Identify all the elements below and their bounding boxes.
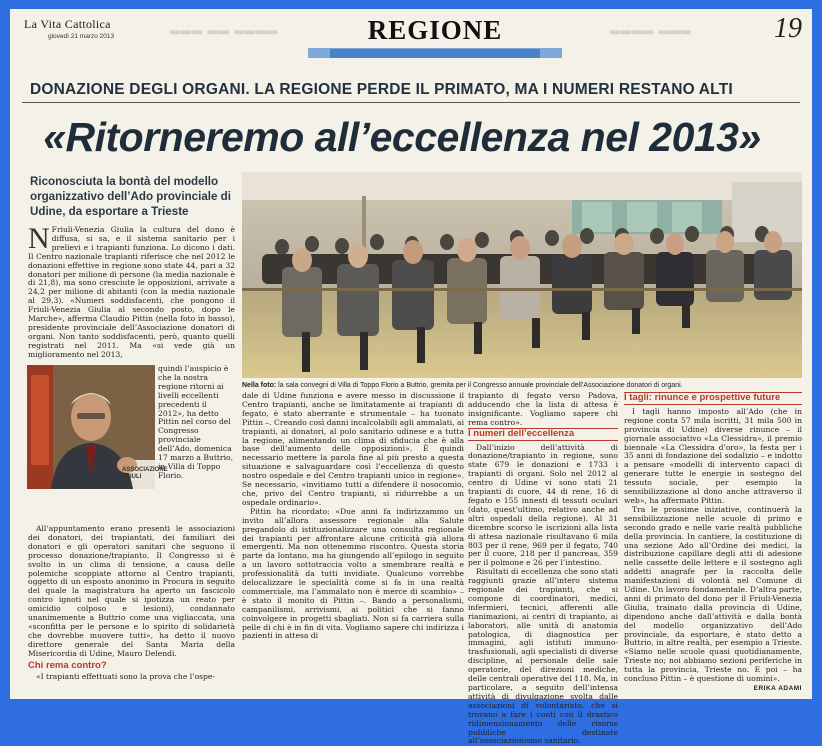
article-column-1-wrap bbox=[158, 365, 235, 523]
newspaper-page bbox=[10, 9, 812, 746]
article-column-3 bbox=[468, 391, 618, 746]
newspaper-masthead: La Vita Cattolica bbox=[24, 17, 111, 31]
paragraph: All’appuntamento erano presenti le associazioni dei donatori, dei trapiantati, dei familiari dei donatori e gli operatori sanitari che seguono il processo donazione/trapianto. Il Congresso si è svolto in un clima di tensione, a causa delle polemiche scoppiate attorno al Centro trapianti, oggetto di un esposto anonimo in Procura in seguito del quale la magistratura ha aperto un fascicolo contro ignoti nel quale si ipotizza un reato per omicidio colposo e lesioni), condannato unanimemente a Buttrio come una vigliaccata, una «sconfitta per le persone e lo spirito di solidarietà che dovrebbe muovere tutti», ha detto il nuovo direttore generale del Santa Maria della Misericordia di Udine, Mauro Delendi. bbox=[28, 524, 235, 658]
paragraph: quindi l’auspicio è che la nostra regione ritorni ai livelli eccellenti precedenti il 2012», ha detto Pittin nel corso del Congresso provinciale dell’Ado, domenica 17 marzo a Buttrio, in Villa di Toppo Florio. bbox=[158, 364, 233, 480]
paragraph: Tra le prossime iniziative, continuerà la sensibilizzazione nelle scuole di primo e secondo grado e nelle varie realtà pubbliche della provincia. In cantiere, la costituzione di una sezione Ado all’Ordine dei medici, la distribuzione capillare degli atti di adesione nelle cassette delle lettere e il sostegno agli addetti anagrafe per la raccolta delle manifestazioni di volontà nel Comune di Udine. Un lavoro fondamentale. D’altra parte, anni di primato del dono per il Friuli-Venezia Giulia, trainato dalla provincia di Udine, dipendono anche dall’attività e dalla bontà del modello organizzativo dell’Ado provinciale, da esportare, è stato detto a Buttrio, in altre realtà, per esempio a Trieste. «Siamo nelle scuole quasi quotidianamente, Trieste no; noi abbiamo sezioni periferiche in tutta la provincia, Trieste no. E poi – ha concluso Pittin – è questione di uomini». bbox=[624, 504, 802, 684]
paragraph: Dall’inizio dell’attività di donazione/trapianto in regione, sono state 679 le donazioni e 1733 i trapianti di organi. Solo nel 2012 al centro di Udine vi sono stati 21 trapianti di cuore, 44 di rene, 16 di fegato e 155 innesti di tessuti oculari (dato, quest’ultimo, relativo anche ad altri ospedali della regione). Al 31 dicembre scorso le iscrizioni alla lista di attesa nazionale risultavano 6 mila 803 per il rene, 969 per il fegato, 740 per il cuore, 218 per il pancreas, 359 per il polmone e 26 per l’intestino. bbox=[468, 442, 618, 568]
paragraph: «I trapianti effettuati sono la prova che l’ospe- bbox=[36, 671, 215, 681]
paragraph: Risultati di eccellenza che sono stati raggiunti grazie all’intero sistema regionale dei trapianti, che si compone di coordinatori, medici, infermieri, tecnici, afferenti alle rianimazioni, ai centri di trapianto, ai laboratori, alle unità di anatomia patologica, di diagnostica per immagini, agli istituti immuno-trasfusionali, agli specialisti di diverse discipline, al personale delle sale operatorie, del direzioni mediche, delle centrali operative del 118. Ma, in particolare, a seguito dell’intensa attività di divulgazione svolta dalle associazioni di volontariato, che si trovano a fare i conti con il drastico ridimensionamento delle risorse pubbliche destinate all’associazionismo sanitario. bbox=[468, 567, 618, 746]
portrait-banner: ASSOCIAZIONE FRIULI bbox=[122, 467, 168, 480]
article-column-1 bbox=[28, 222, 235, 364]
photo-caption bbox=[242, 382, 802, 389]
paragraph: Pittin ha ricordato: «Due anni fa indirizzammo un invito all’allora assessore regionale alla Salute pregandolo di istituzionalizzare una consulta regionale dei trapianti per affrontare alcune criticità già allora emergenti. Ma non ottenemmo riscontro. Questa storia parte da lontano, ma ha giungendo all’epilogo in seguito a un lavoro sottotraccia volto a smembrare realtà e professionalità da tutti invidiate. Qualcuno vorrebbe delocalizzare le specialità come si fa in una realtà commerciale, ma l’ammalato non è merce di scambio» – è stato il monito di Pittin –. Bando a personalismi, campanilismi, arrivismi, ai politici che si fanno coinvolgere in progetti sbagliati. Non si fa carriera sulla pelle di chi è in fin di vita. Vogliamo sapere chi indirizza i pazienti in attesa di bbox=[242, 506, 464, 641]
page-number: 19 bbox=[774, 13, 802, 44]
congress-hall-photo bbox=[242, 172, 802, 378]
audience-illustration bbox=[242, 172, 802, 378]
caption-label: Nella foto: bbox=[242, 382, 277, 389]
issue-date: giovedì 21 marzo 2013 bbox=[48, 33, 115, 40]
divider bbox=[22, 102, 800, 103]
paragraph: I tagli hanno imposto all’Ado (che in regione conta 57 mila iscritti, 31 mila 500 in provincia di Udine) diverse rinunce – il giornale associativo «La Clessidra», il premio biennale «La Clessidra d’oro», la festa per i 35 anni di fondazione del sodalizio – e indotto a pensare «modelli di intervento capaci di generare tutte le energie in sostegno del tessuto sociale, per esempio la sensibilizzazione al dono anche attraverso il web», ha affermato Pittin. bbox=[624, 406, 802, 505]
author-byline: ERIKA ADAMI bbox=[753, 685, 802, 692]
paragraph: trapianto di fegato verso Padova, adducendo che la lista di attesa è insignificante. Vogliamo sapere chi rema contro». bbox=[468, 391, 618, 427]
drop-cap: N bbox=[28, 222, 50, 255]
section-bar bbox=[308, 48, 562, 58]
subhead-numeri-eccellenza: I numeri dell’eccellenza bbox=[468, 428, 618, 441]
subhead-chi-rema-contro: Chi rema contro? bbox=[28, 659, 107, 671]
article-headline: «Ritorneremo all’eccellenza nel 2013» bbox=[43, 114, 761, 160]
article-kicker: DONAZIONE DEGLI ORGANI. LA REGIONE PERDE IL PRIMATO, MA I NUMERI RESTANO ALTI bbox=[30, 81, 733, 98]
article-column-1-bottom bbox=[28, 525, 235, 695]
article-deck: Riconosciuta la bontà del modello organizzativo dell’Ado provinciale di Udine, da esportare a Trieste bbox=[30, 175, 231, 218]
paragraph: dale di Udine funziona e avere messo in discussione il Centro trapianti, anche se limitatamente ai trapianti di fegato, è stato aberrante e strumentale – ha tuonato Pittin –. Creando così danni incalcolabili agli ammalati, ai trapianti, ai donatori, al polo sanitario udinese e a tutta la regione, alimentando un clima di sfiducia che è alla base dell’aumento delle opposizioni». È quindi necessario mettere la parola fine al più presto a questa situazione e salvaguardare così l’eccellenza di questo nostro ospedale e del Centro trapianti unico in regione». Se necessario, «invitiamo tutti a difendere il nosocomio, che, privo del Centro trapianti, si ridurrebbe a un ospedale ordinario». bbox=[242, 391, 464, 507]
article-column-4 bbox=[624, 392, 802, 695]
claudio-pittin-portrait bbox=[27, 365, 168, 489]
bleed-through-text: ▂▂▂▂ ▂▂▂ bbox=[610, 19, 692, 34]
paragraph: Friuli-Venezia Giulia la cultura del dono è diffusa, si sa, e il sistema sanitario per i prelievi e i trapianti funziona. Lo dicono i dati. Il Centro nazionale trapianti riferisce che nel 2012 le donazioni effettive in regione sono state 44, pari a 32 donatori per milione di persone (la media nazionale è di 21,8), ma sono cresciute le opposizioni, arrivate a 24,2 per milione di abitanti (con la media nazionale al 29,3). «Numeri soddisfacenti, che pongono il Friuli-Venezia Giulia al secondo posto, dopo le Marche», afferma Claudio Pittin (nella foto in basso), presidente provinciale dell’Associazione donatori di organi. Non tanto soddisfacenti, però, quanto quelli registrati nel 2011. Ma «si vede già un miglioramento nel 2013, bbox=[28, 225, 235, 359]
article-column-2 bbox=[242, 392, 464, 695]
bleed-through-text: ▂▂▂ ▂▂ ▂▂▂▂ bbox=[170, 19, 279, 34]
caption-text: la sala convegni di Villa di Toppo Florio a Buttrio, gremita per il Congresso annuale provinciale dell’Associazione donatori di organi. bbox=[276, 382, 683, 389]
subhead-tagli: I tagli: rinunce e prospettive future bbox=[624, 392, 802, 405]
section-title: REGIONE bbox=[367, 15, 503, 45]
